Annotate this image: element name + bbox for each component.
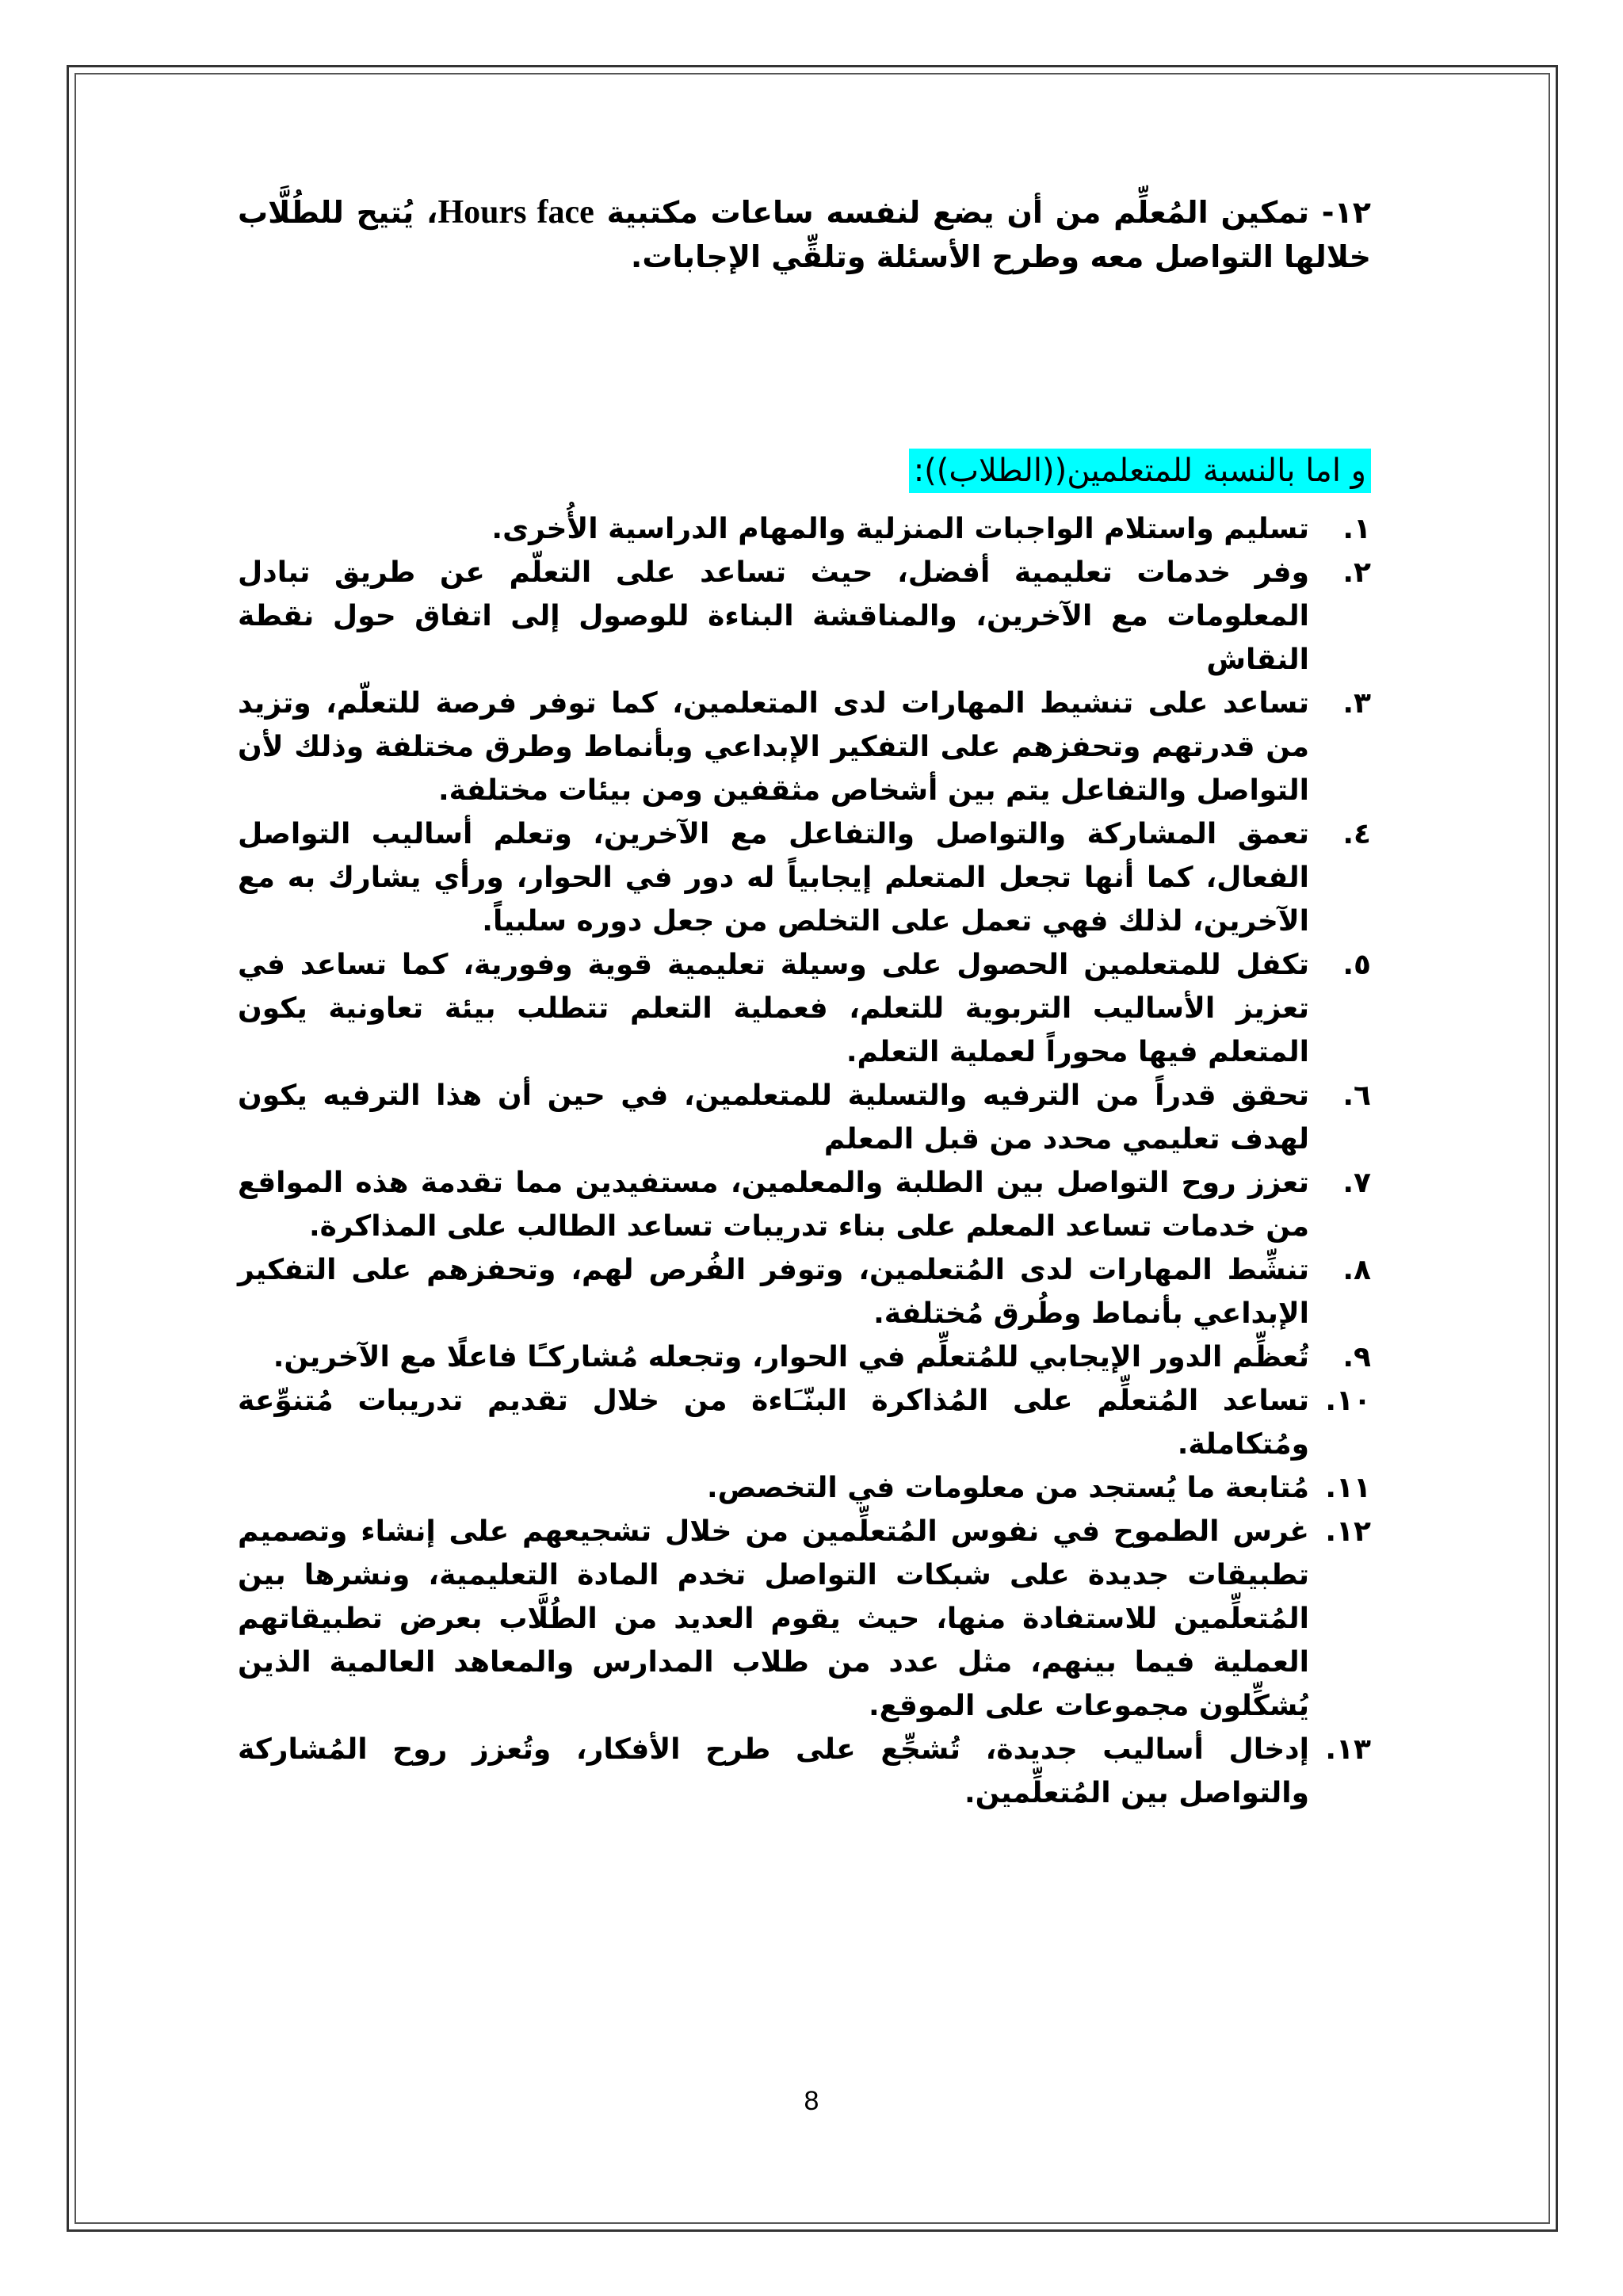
- page-number: 8: [804, 2086, 819, 2116]
- list-item: [238, 551, 1371, 682]
- list-item: [238, 1728, 1371, 1815]
- section-heading-wrap: [238, 449, 1371, 493]
- list-item-number: ١٣.: [1325, 1733, 1371, 1766]
- list-item-number: ٨.: [1342, 1254, 1371, 1286]
- list-item-number: ٩.: [1342, 1341, 1371, 1373]
- list-item-number: ١٢.: [1325, 1515, 1371, 1548]
- list-item-text: تعزز روح التواصل بين الطلبة والمعلمين، مستفيدين مما تقدمة هذه المواقع من خدمات تساعد المعلم على بناء تدريبات تساعد الطالب على المذاكرة.: [238, 1167, 1309, 1243]
- list-item-text: تُعظِّم الدور الإيجابي للمُتعلِّم في الحوار، وتجعله مُشاركـًا فاعلًا مع الآخرين.: [273, 1341, 1309, 1373]
- document-body: [238, 190, 1371, 1815]
- list-item-number: ١.: [1342, 513, 1371, 545]
- list-item-number: ٥.: [1342, 949, 1371, 981]
- list-item-text: تساعد على تنشيط المهارات لدى المتعلمين، كما توفر فرصة للتعلّم، وتزيد من قدرتهم وتحفزهم على التفكير الإبداعي وبأنماط وطرق مختلفة وذلك لأن التواصل والتفاعل يتم بين أشخاص مثقفين ومن بيئات مختلفة.: [238, 687, 1309, 807]
- learner-benefits-list: [238, 507, 1371, 1815]
- list-item-text: تحقق قدراً من الترفيه والتسلية للمتعلمين، في حين أن هذا الترفيه يكون لهدف تعليمي محدد من قبل المعلم: [238, 1079, 1309, 1156]
- list-item-number: ٦.: [1342, 1079, 1371, 1112]
- list-item-text: وفر خدمات تعليمية أفضل، حيث تساعد على التعلّم عن طريق تبادل المعلومات مع الآخرين، والمناقشة البناءة للوصول إلى اتفاق حول نقطة النقاش: [238, 556, 1309, 676]
- list-item-text: مُتابعة ما يُستجد من معلومات في التخصص.: [706, 1472, 1309, 1504]
- list-item: [238, 1074, 1371, 1161]
- list-item: [238, 1466, 1371, 1510]
- list-item-number: ٢.: [1342, 556, 1371, 589]
- list-item: [238, 1379, 1371, 1466]
- list-item-number: ١٠.: [1325, 1385, 1371, 1417]
- list-item-text: تساعد المُتعلِّم على المُذاكرة البنّـَاءة من خلال تقديم تدريبات مُتنوِّعة ومُتكاملة.: [238, 1385, 1309, 1461]
- list-item-text: تكفل للمتعلمين الحصول على وسيلة تعليمية قوية وفورية، كما تساعد في تعزيز الأساليب التربوية للتعلم، فعملية التعلم تتطلب بيئة تعاونية يكون المتعلم فيها محوراً لعملية التعلم.: [238, 949, 1309, 1068]
- list-item: [238, 507, 1371, 551]
- list-item: [238, 812, 1371, 943]
- list-item: [238, 1248, 1371, 1335]
- section-heading: و اما بالنسبة للمتعلمين((الطلاب)):: [909, 449, 1371, 493]
- list-item: [238, 1335, 1371, 1379]
- intro-latin-term: Hours face: [437, 194, 594, 231]
- list-item-text: غرس الطموح في نفوس المُتعلِّمين من خلال تشجيعهم على إنشاء وتصميم تطبيقات جديدة على شبكات التواصل تخدم المادة التعليمية، ونشرها بين المُتعلِّمين للاستفادة منها، حيث يقوم العديد من الطُلَّاب بعرض تطبيقاتهم العملية فيما بينهم، مثل عدد من طلاب المدارس والمعاهد العالمية الذين يُشكِّلون مجموعات على الموقع.: [238, 1515, 1309, 1722]
- list-item-number: ٤.: [1342, 818, 1371, 850]
- list-item-text: إدخال أساليب جديدة، تُشجِّع على طرح الأفكار، وتُعزز روح المُشاركة والتواصل بين المُتعلِّمين.: [238, 1733, 1309, 1809]
- list-item-number: ١١.: [1325, 1472, 1371, 1504]
- list-item-text: تسليم واستلام الواجبات المنزلية والمهام الدراسية الأُخرى.: [491, 513, 1309, 545]
- list-item-number: ٣.: [1342, 687, 1371, 720]
- intro-text-start: تمكين المُعلِّم من أن يضع لنفسه ساعات مكتبية: [594, 195, 1310, 230]
- list-item-text: تعمق المشاركة والتواصل والتفاعل مع الآخرين، وتعلم أساليب التواصل الفعال، كما أنها تجعل المتعلم إيجابياً له دور في الحوار، ورأي يشارك به مع الآخرين، لذلك فهي تعمل على التخلص من جعل دوره سلبياً.: [238, 818, 1309, 938]
- list-item: [238, 943, 1371, 1074]
- intro-number: ١٢-: [1309, 195, 1371, 230]
- list-item-text: تنشِّط المهارات لدى المُتعلمين، وتوفر الفُرص لهم، وتحفزهم على التفكير الإبداعي بأنماط وطُرق مُختلفة.: [238, 1254, 1309, 1330]
- intro-text-end: ، يُتيح للطُلَّاب خلالها التواصل معه وطرح الأسئلة وتلقِّي الإجابات.: [238, 195, 1371, 274]
- list-item: [238, 1161, 1371, 1248]
- list-item: [238, 1510, 1371, 1728]
- list-item-number: ٧.: [1342, 1167, 1371, 1199]
- list-item: [238, 682, 1371, 812]
- intro-paragraph: [238, 190, 1371, 279]
